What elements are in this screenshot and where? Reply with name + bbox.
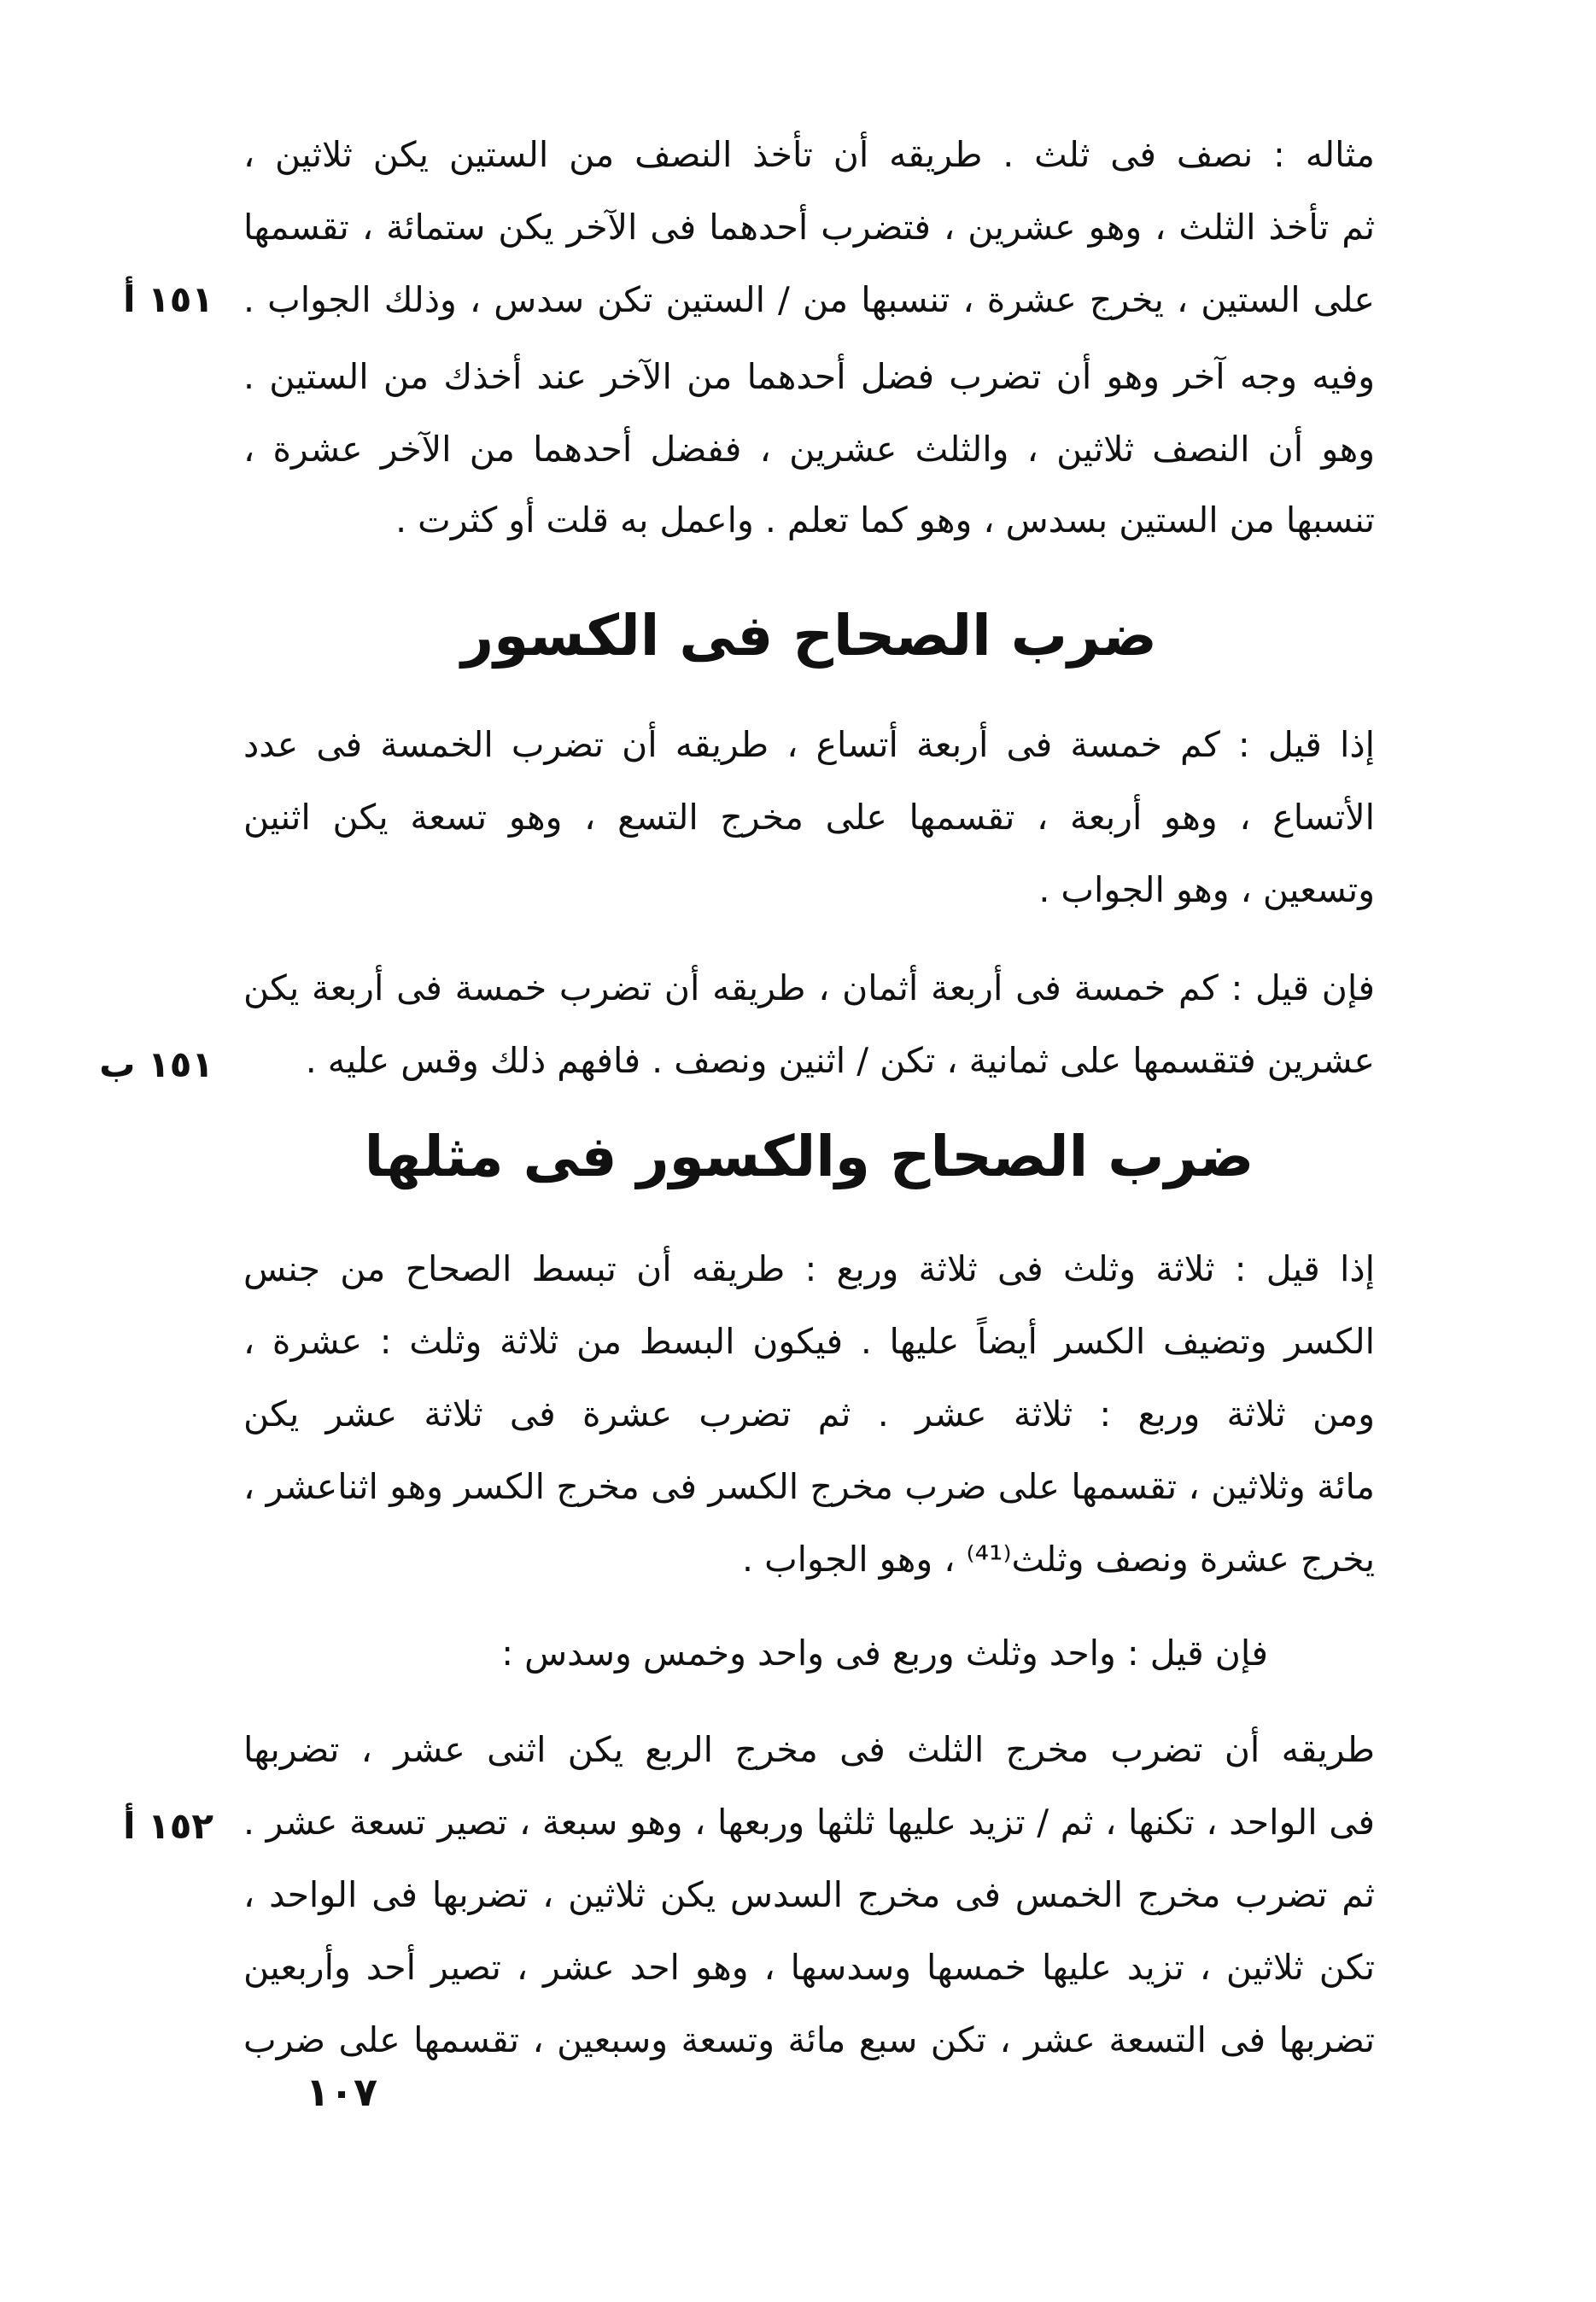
text-line: تنسبها من الستين بسدس ، وهو كما تعلم . واعمل به قلت أو كثرت . — [395, 500, 1375, 540]
page-number: ١٠٧ — [305, 2069, 378, 2115]
text-line: ثم تضرب مخرج الخمس فى مخرج السدس يكن ثلاثين ، تضربها فى الواحد ، — [243, 1874, 1375, 1915]
text-line: ومن ثلاثة وربع : ثلاثة عشر . ثم تضرب عشرة فى ثلاثة عشر يكن — [243, 1393, 1375, 1434]
text-line: ثم تأخذ الثلث ، وهو عشرين ، فتضرب أحدهما فى الآخر يكن ستمائة ، تقسمها — [243, 207, 1375, 248]
section-heading: ضرب الصحاح فى الكسور — [461, 603, 1157, 669]
text-line: فإن قيل : واحد وثلث وربع فى واحد وخمس وسدس : — [501, 1633, 1268, 1674]
text-line: الكسر وتضيف الكسر أيضاً عليها . فيكون البسط من ثلاثة وثلث : عشرة ، — [243, 1321, 1375, 1362]
text-line: مائة وثلاثين ، تقسمها على ضرب مخرج الكسر فى مخرج الكسر وهو اثناعشر ، — [243, 1466, 1375, 1507]
margin-folio-note: ١٥١ أ — [123, 278, 213, 320]
text-line: عشرين فتقسمها على ثمانية ، تكن / اثنين ونصف . فافهم ذلك وقس عليه . — [305, 1040, 1375, 1081]
text-line: فى الواحد ، تكنها ، ثم / تزيد عليها ثلثها وربعها ، وهو سبعة ، تصير تسعة عشر . — [243, 1802, 1375, 1843]
text-line: وهو أن النصف ثلاثين ، والثلث عشرين ، ففضل أحدهما من الآخر عشرة ، — [243, 429, 1375, 470]
text-line: طريقه أن تضرب مخرج الثلث فى مخرج الربع يكن اثنى عشر ، تضربها — [243, 1729, 1375, 1770]
text-line: إذا قيل : ثلاثة وثلث فى ثلاثة وربع : طريقه أن تبسط الصحاح من جنس — [243, 1248, 1375, 1289]
text-line: وتسعين ، وهو الجواب . — [1038, 869, 1375, 910]
text-line: وفيه وجه آخر وهو أن تضرب فضل أحدهما من الآخر عند أخذك من الستين . — [243, 356, 1375, 397]
text-line: يخرج عشرة ونصف وثلث⁽⁴¹⁾ ، وهو الجواب . — [742, 1539, 1375, 1580]
text-line: الأتساع ، وهو أربعة ، تقسمها على مخرج التسع ، وهو تسعة يكن اثنين — [243, 797, 1375, 838]
text-line: على الستين ، يخرج عشرة ، تنسبها من / الستين تكن سدس ، وذلك الجواب . — [243, 279, 1375, 320]
margin-folio-note: ١٥٢ أ — [123, 1805, 213, 1847]
section-heading: ضرب الصحاح والكسور فى مثلها — [364, 1124, 1254, 1189]
text-line: تضربها فى التسعة عشر ، تكن سبع مائة وتسعة وسبعين ، تقسمها على ضرب — [243, 2019, 1375, 2060]
text-line: إذا قيل : كم خمسة فى أربعة أتساع ، طريقه أن تضرب الخمسة فى عدد — [243, 724, 1375, 765]
margin-folio-note: ١٥١ ب — [99, 1043, 213, 1085]
text-line: مثاله : نصف فى ثلث . طريقه أن تأخذ النصف من الستين يكن ثلاثين ، — [243, 134, 1375, 175]
text-line: فإن قيل : كم خمسة فى أربعة أثمان ، طريقه أن تضرب خمسة فى أربعة يكن — [243, 967, 1375, 1008]
text-line: تكن ثلاثين ، تزيد عليها خمسها وسدسها ، وهو احد عشر ، تصير أحد وأربعين — [243, 1947, 1375, 1988]
